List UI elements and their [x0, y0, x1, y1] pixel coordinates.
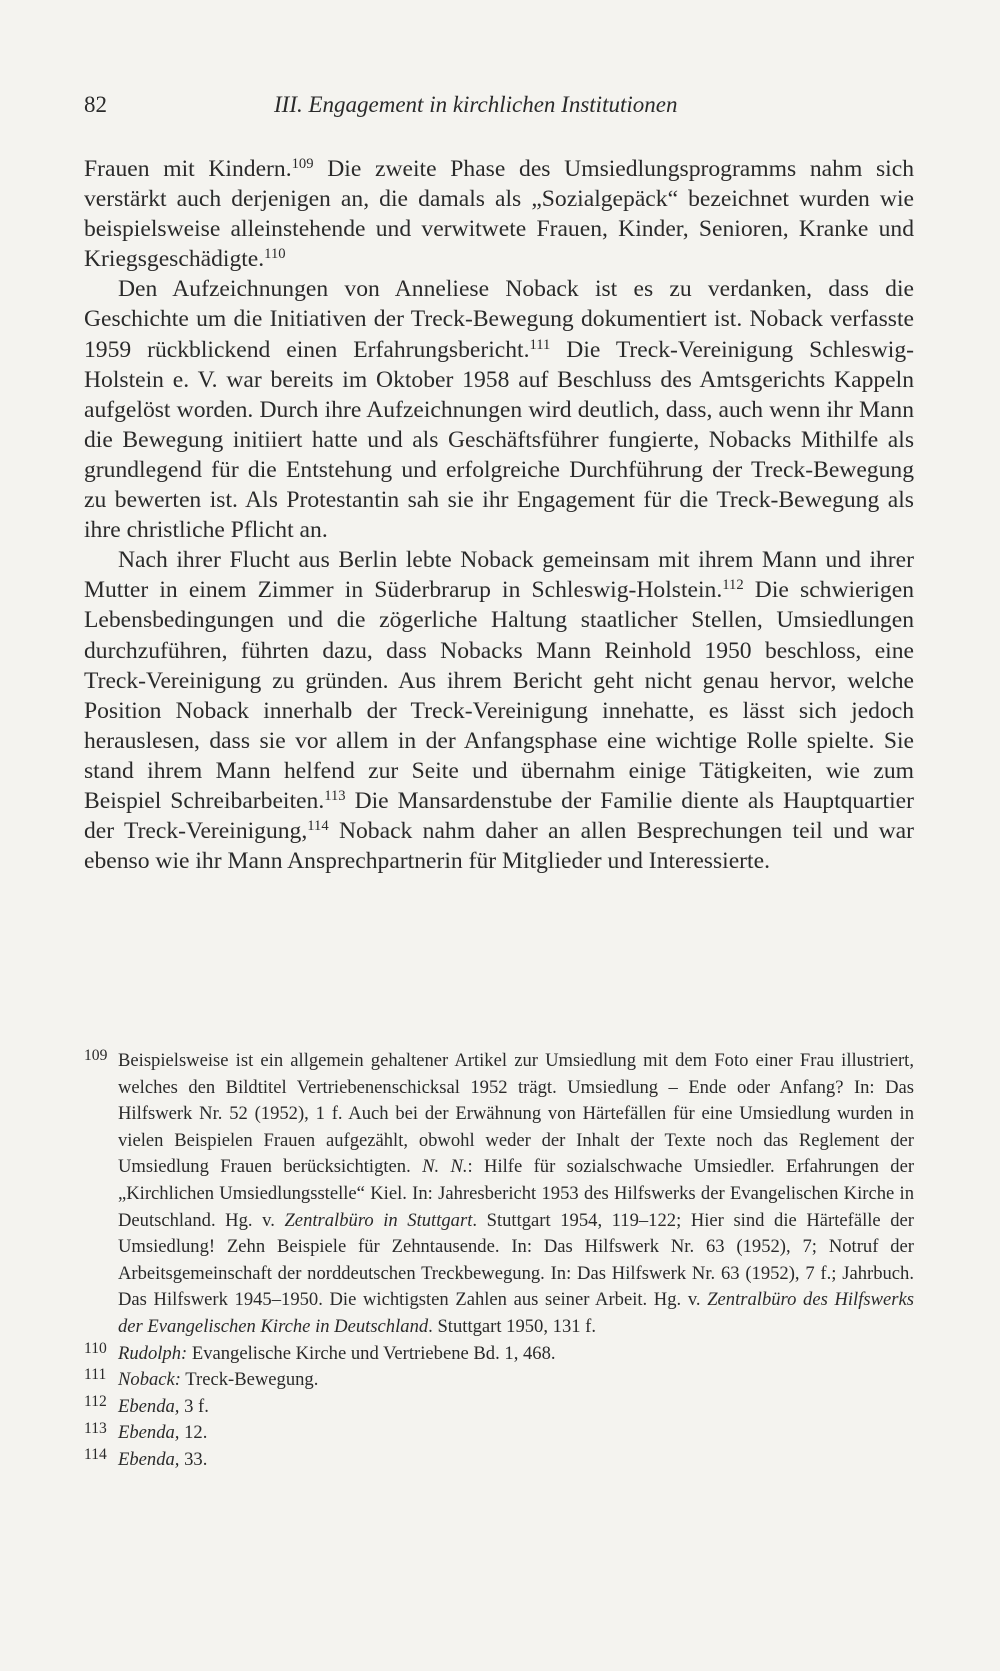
footnote-text-part: 3 f.	[179, 1395, 209, 1417]
footnote-author: Noback:	[118, 1369, 181, 1391]
footnote-text	[118, 1420, 914, 1447]
footnote-author: N. N.	[422, 1156, 468, 1178]
footnote-ref-109[interactable]: 109	[291, 155, 314, 172]
paragraph-1-text-a: Frauen mit Kindern.	[84, 156, 292, 182]
footnote-reference: Ebenda,	[118, 1448, 180, 1470]
paragraph-3-text-d: Noback nahm daher an allen Besprechungen teil und war ebenso wie ihr Mann Ansprechpartnerin für Mitglieder und Interessierte.	[84, 818, 915, 875]
paragraph-3-text-b: Die schwierigen Lebensbedingungen und die zögerliche Haltung staatlicher Stellen, Umsiedlungen durchzuführen, führten dazu, dass Nobacks Mann Reinhold 1950 beschloss, eine Treck-Vereinigung zu gründen. Aus ihrem Bericht geht nicht genau hervor, welche Position Noback innerhalb der Treck-Vereinigung innehatte, es lässt sich jedoch herauslesen, dass sie vor allem in der Anfangsphase eine wichtige Rolle spielte. Sie stand ihrem Mann helfend zur Seite und übernahm einige Tätigkeiten, wie zum Beispiel Schreibarbeiten.	[84, 577, 915, 814]
paragraph-2-text-a: Den Aufzeichnungen von Anneliese Noback ist es zu verdanken, dass die Geschichte um die Initiativen der Treck-Bewegung dokumentiert ist. Noback verfasste 1959 rückblickend einen Erfahrungsbericht.	[84, 276, 914, 363]
footnote-text	[118, 1341, 914, 1368]
chapter-title: III. Engagement in kirchlichen Institutionen	[274, 92, 678, 117]
footnote-text-part: 12.	[179, 1422, 208, 1444]
footnote-text	[118, 1394, 914, 1421]
paragraph-3-text-c: Die Mansardenstube der Familie diente als Hauptquartier der Treck-Vereinigung,	[84, 787, 914, 845]
footnote-number: 111	[84, 1366, 107, 1384]
footnote-text	[118, 1367, 914, 1394]
footnote-text-part: Evangelische Kirche und Vertriebene Bd. 1, 468.	[187, 1342, 556, 1364]
paragraph-2-text-b: Die Treck-Vereinigung Schleswig-Holstein e. V. war bereits im Oktober 1958 auf Beschluss des Amtsgerichts Kappeln aufgelöst worden. Durch ihre Aufzeichnungen wird deutlich, dass, auch wenn ihr Mann die Bewegung initiiert hatte und als Geschäftsführer fungierte, Nobacks Mithilfe als grundlegend für die Entstehung und erfolgreiche Durchführung der Treck-Bewegung zu bewerten ist. Als Protestantin sah sie ihr Engagement für die Treck-Bewegung als ihre christliche Pflicht an.	[84, 336, 914, 544]
footnote-ref-112[interactable]: 112	[722, 577, 744, 594]
footnote-number: 109	[84, 1047, 108, 1065]
footnote-text	[118, 1447, 914, 1474]
page-number: 82	[84, 92, 107, 117]
footnote-reference: Ebenda,	[118, 1395, 180, 1417]
footnote-text	[118, 1048, 914, 1341]
footnote-number: 114	[84, 1446, 107, 1464]
footnote-ref-110[interactable]: 110	[264, 246, 286, 263]
footnote-number: 110	[84, 1339, 107, 1357]
footnote-number: 112	[84, 1393, 107, 1411]
footnote-text-part: . Stuttgart 1954, 119–122; Hier sind die Härtefälle der Umsiedlung! Zehn Beispiele für Zehntausende. In: Das Hilfswerk Nr. 63 (1952), 7; Notruf der Arbeitsgemeinschaft der norddeutschen Treckbewegung. In: Das Hilfswerk Nr. 63 (1952), 7 f.; Jahrbuch. Das Hilfswerk 1945–1950. Die wichtigsten Zahlen aus seiner Arbeit. Hg. v.	[118, 1209, 914, 1311]
footnote-ref-111[interactable]: 111	[529, 336, 551, 353]
paragraph-3	[84, 545, 914, 876]
footnote-text-part: : Hilfe für sozialschwache Umsiedler. Erfahrungen der „Kirchlichen Umsiedlungsstelle“ Kiel. In: Jahresbericht 1953 des Hilfswerks der Evangelischen Kirche in Deutschland. Hg. v.	[118, 1156, 915, 1231]
footnote-110	[84, 1341, 914, 1368]
footnote-reference: Ebenda,	[118, 1422, 180, 1444]
footnote-112	[84, 1394, 914, 1421]
footnote-ref-113[interactable]: 113	[324, 787, 346, 804]
paragraph-2	[84, 274, 914, 545]
footnote-111	[84, 1367, 914, 1394]
footnote-author: Rudolph:	[118, 1342, 188, 1364]
footnote-editor: Zentralbüro des Hilfswerks der Evangelischen Kirche in Deutschland	[118, 1289, 914, 1337]
footnote-number: 113	[84, 1419, 107, 1437]
footnote-109	[84, 1048, 914, 1341]
footnote-editor: Zentralbüro in Stuttgart	[284, 1209, 473, 1231]
footnote-text-part: 33.	[179, 1448, 208, 1470]
footnote-text-part: . Stuttgart 1950, 131 f.	[428, 1315, 597, 1337]
footnote-text-part: Beispielsweise ist ein allgemein gehaltener Artikel zur Umsiedlung mit dem Foto einer Frau illustriert, welches den Bildtitel Vertriebenenschicksal 1952 trägt. Umsiedlung – Ende oder Anfang? In: Das Hilfswerk Nr. 52 (1952), 1 f. Auch bei der Erwähnung von Härtefällen für eine Umsiedlung wurden in vielen Beispielen Frauen aufgezählt, obwohl weder der Inhalt der Texte noch das Reglement der Umsiedlung Frauen berücksichtigten.	[118, 1050, 914, 1178]
running-head	[84, 92, 924, 124]
footnote-114	[84, 1447, 914, 1474]
footnote-text-part: Treck-Bewegung.	[181, 1369, 319, 1391]
main-text	[84, 154, 914, 876]
paragraph-3-text-a: Nach ihrer Flucht aus Berlin lebte Noback gemeinsam mit ihrem Mann und ihrer Mutter in einem Zimmer in Süderbrarup in Schleswig-Holstein.	[84, 547, 914, 604]
footnote-ref-114[interactable]: 114	[307, 818, 329, 835]
paragraph-1	[84, 154, 914, 274]
footnotes	[84, 1048, 914, 1474]
footnote-113	[84, 1420, 914, 1447]
paragraph-1-text-b: Die zweite Phase des Umsiedlungsprogramms nahm sich verstärkt auch derjenigen an, die damals als „Sozialgepäck“ bezeichnet wurden wie beispielsweise alleinstehende und verwitwete Frauen, Kinder, Senioren, Kranke und Kriegsgeschädigte.	[84, 156, 914, 273]
